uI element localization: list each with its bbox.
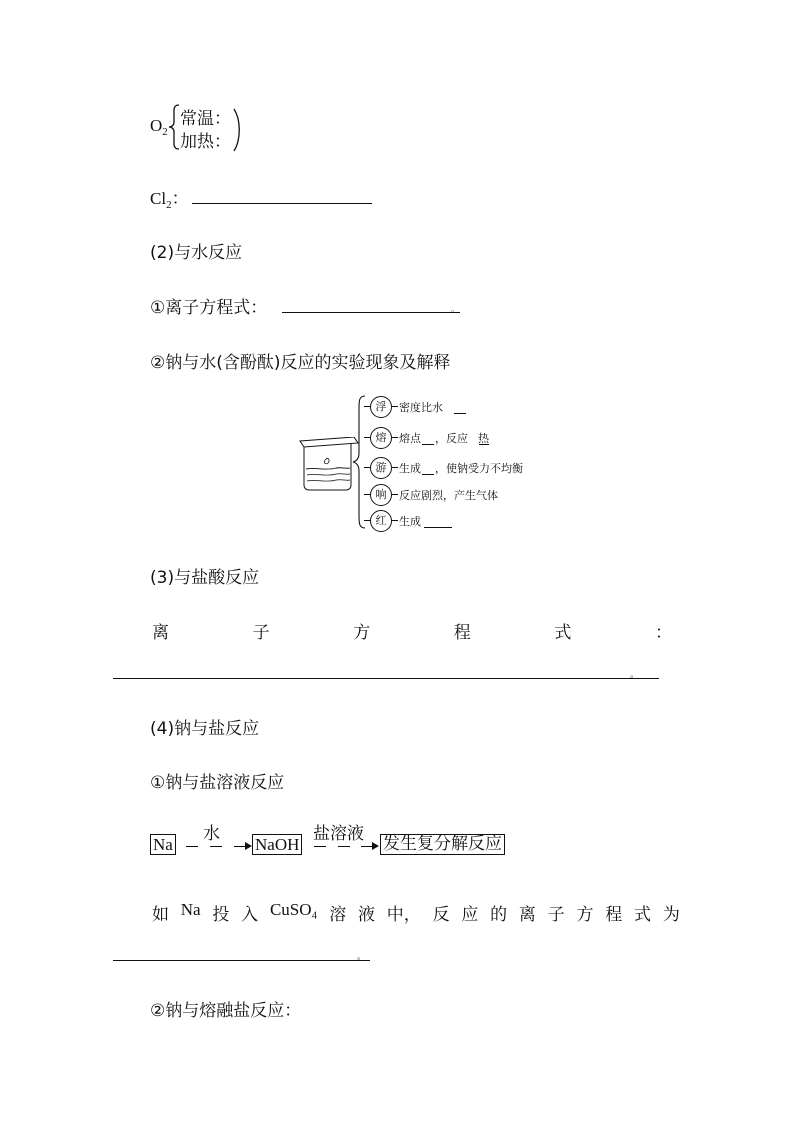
cl2-formula: $Cl_2$： (150, 189, 189, 211)
right-paren-icon (232, 108, 242, 152)
hcl-ionic-period: 。 (630, 670, 640, 680)
sound-circle: 响 (370, 484, 392, 506)
connector-line (392, 406, 398, 407)
arrow-right-icon (372, 842, 379, 850)
beaker-icon (296, 437, 360, 491)
red-blank[interactable] (424, 527, 452, 528)
cl2-answer-blank[interactable] (192, 203, 372, 204)
swim-circle: 游 (370, 457, 392, 479)
melt-explanation: 熔点 ，反应 热 (399, 432, 489, 445)
water-ionic-answer-blank[interactable] (282, 312, 460, 313)
swim-blank[interactable] (422, 474, 434, 475)
molten-salt-heading: ②钠与熔融盐反应： (150, 1001, 302, 1021)
hcl-ionic-label: 离 子 方 程 式 ： (152, 623, 672, 643)
cuso4-period: 。 (357, 952, 367, 962)
flow-arrow-1-label: 水 (203, 824, 220, 844)
red-explanation: 生成 (399, 515, 421, 528)
hcl-ionic-answer-blank[interactable] (113, 678, 659, 679)
flow-step-double-decomposition: 发生复分解反应 (380, 834, 505, 855)
o2-heating-label: 加热： (180, 132, 231, 152)
connector-line (392, 494, 398, 495)
water-phenomena-heading: ②钠与水(含酚酞)反应的实验现象及解释 (150, 353, 451, 373)
arrow-right-icon (245, 842, 252, 850)
flow-step-naoh: NaOH (252, 834, 302, 855)
melt-blank-1[interactable] (422, 444, 434, 445)
water-ionic-period: 。 (451, 305, 461, 315)
section-2-heading: (2)与水反应 (150, 243, 243, 263)
section-3-heading: (3)与盐酸反应 (150, 568, 260, 588)
flow-step-na: Na (150, 834, 176, 855)
melt-circle: 熔 (370, 427, 392, 449)
flow-arrow-2-dash (338, 846, 350, 847)
left-brace-icon (168, 104, 180, 150)
right-brace-icon (352, 395, 366, 529)
connector-line (392, 467, 398, 468)
swim-explanation: 生成 ，使钠受力不均衡 (399, 462, 523, 475)
flow-arrow-1-dash (210, 846, 222, 847)
flow-arrow-2-dash (314, 846, 326, 847)
float-blank[interactable] (454, 413, 466, 414)
sound-explanation: 反应剧烈，产生气体 (399, 489, 498, 502)
experiment-diagram (296, 395, 546, 535)
water-ionic-label: ①离子方程式： (150, 298, 268, 318)
melt-blank-2[interactable] (479, 444, 489, 445)
o2-room-temp-label: 常温： (180, 109, 231, 129)
cuso4-question: 如 Na 投 入 CuSO₄ 溶 液 中， 反 应 的 离 子 方 程 式 为 (152, 900, 680, 925)
cuso4-answer-blank[interactable] (113, 960, 370, 961)
section-4-heading: (4)钠与盐反应 (150, 719, 260, 739)
flow-arrow-2-label: 盐溶液 (313, 824, 364, 844)
float-circle: 浮 (370, 396, 392, 418)
connector-line (392, 520, 398, 521)
float-explanation: 密度比水 (399, 401, 443, 414)
o2-formula: $O_2$ (150, 116, 168, 138)
connector-line (392, 437, 398, 438)
salt-solution-heading: ①钠与盐溶液反应 (150, 773, 285, 793)
red-circle: 红 (370, 510, 392, 532)
flow-arrow-1-dash (186, 846, 198, 847)
